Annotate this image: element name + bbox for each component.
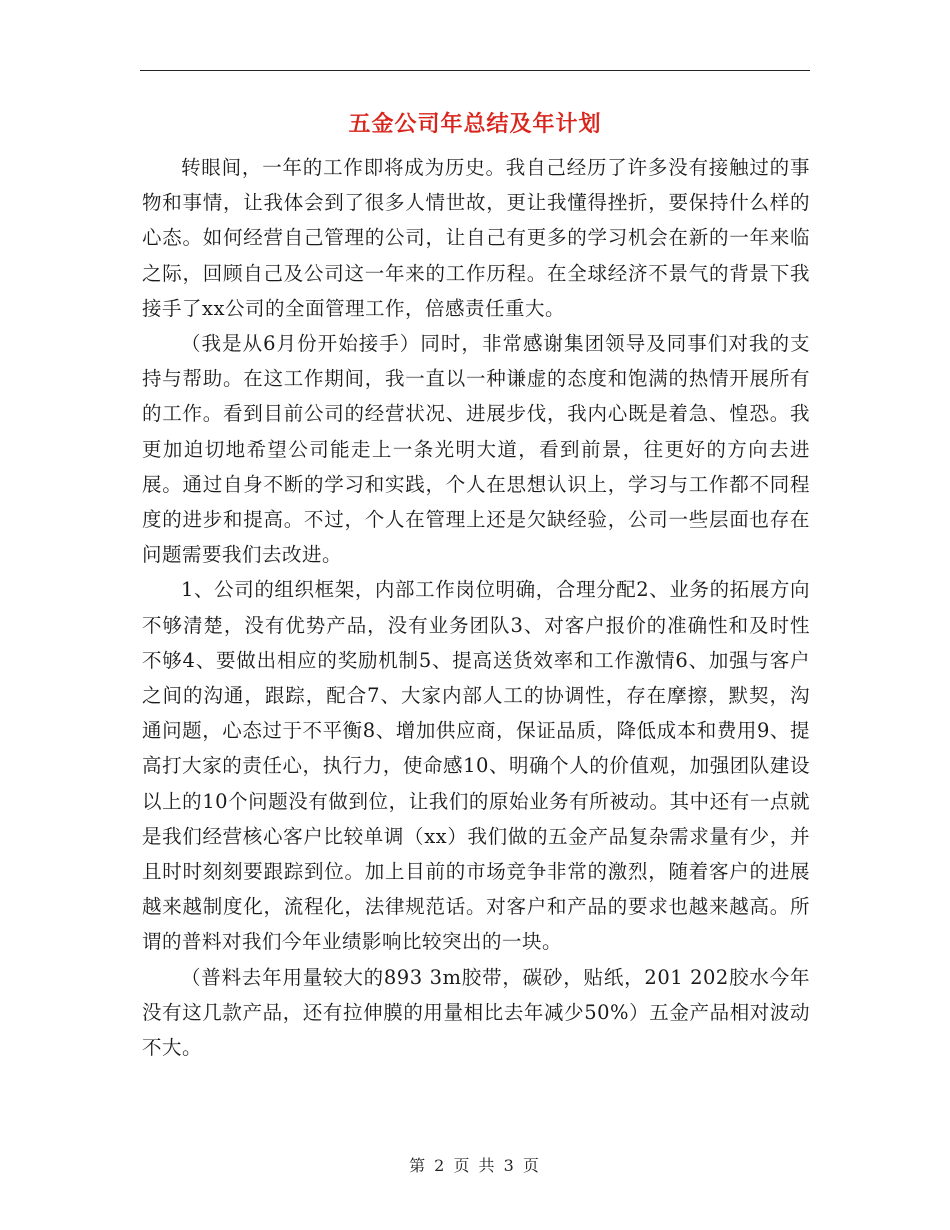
page-number: 第 2 页 共 3 页: [409, 1156, 541, 1175]
document-body: [142, 150, 810, 1065]
paragraph-1: 转眼间，一年的工作即将成为历史。我自己经历了许多没有接触过的事物和事情，让我体会到了很多人情世故，更让我懂得挫折，要保持什么样的心态。如何经营自己管理的公司，让自己有更多的学习机会在新的一年来临之际，回顾自己及公司这一年来的工作历程。在全球经济不景气的背景下我接手了xx公司的全面管理工作，倍感责任重大。: [142, 156, 810, 320]
header-rule: [140, 70, 810, 71]
document-title: 五金公司年总结及年计划: [348, 111, 602, 137]
paragraph-3: 1、公司的组织框架，内部工作岗位明确，合理分配2、业务的拓展方向不够清楚，没有优势产品，没有业务团队3、对客户报价的准确性和及时性不够4、要做出相应的奖励机制5、提高送货效率和工作激情6、加强与客户之间的沟通，跟踪，配合7、大家内部人工的协调性，存在摩擦，默契，沟通问题，心态过于不平衡8、增加供应商，保证品质，降低成本和费用9、提高打大家的责任心，执行力，使命感10、明确个人的价值观，加强团队建设以上的10个问题没有做到位，让我们的原始业务有所被动。其中还有一点就是我们经营核心客户比较单调（xx）我们做的五金产品复杂需求量有少，并且时时刻刻要跟踪到位。加上目前的市场竞争非常的激烈，随着客户的进展越来越制度化，流程化，法律规范话。对客户和产品的要求也越来越高。所谓的普料对我们今年业绩影响比较突出的一块。: [142, 578, 810, 954]
paragraph-2: （我是从6月份开始接手）同时，非常感谢集团领导及同事们对我的支持与帮助。在这工作期间，我一直以一种谦虚的态度和饱满的热情开展所有的工作。看到目前公司的经营状况、进展步伐，我内心既是着急、惶恐。我更加迫切地希望公司能走上一条光明大道，看到前景，往更好的方向去进展。通过自身不断的学习和实践，个人在思想认识上，学习与工作都不同程度的进步和提高。不过，个人在管理上还是欠缺经验，公司一些层面也存在问题需要我们去改进。: [142, 332, 810, 567]
paragraph-4: （普料去年用量较大的893 3m胶带，碳砂，贴纸，201 202胶水今年没有这几款产品，还有拉伸膜的用量相比去年减少50%）五金产品相对波动不大。: [142, 965, 810, 1060]
